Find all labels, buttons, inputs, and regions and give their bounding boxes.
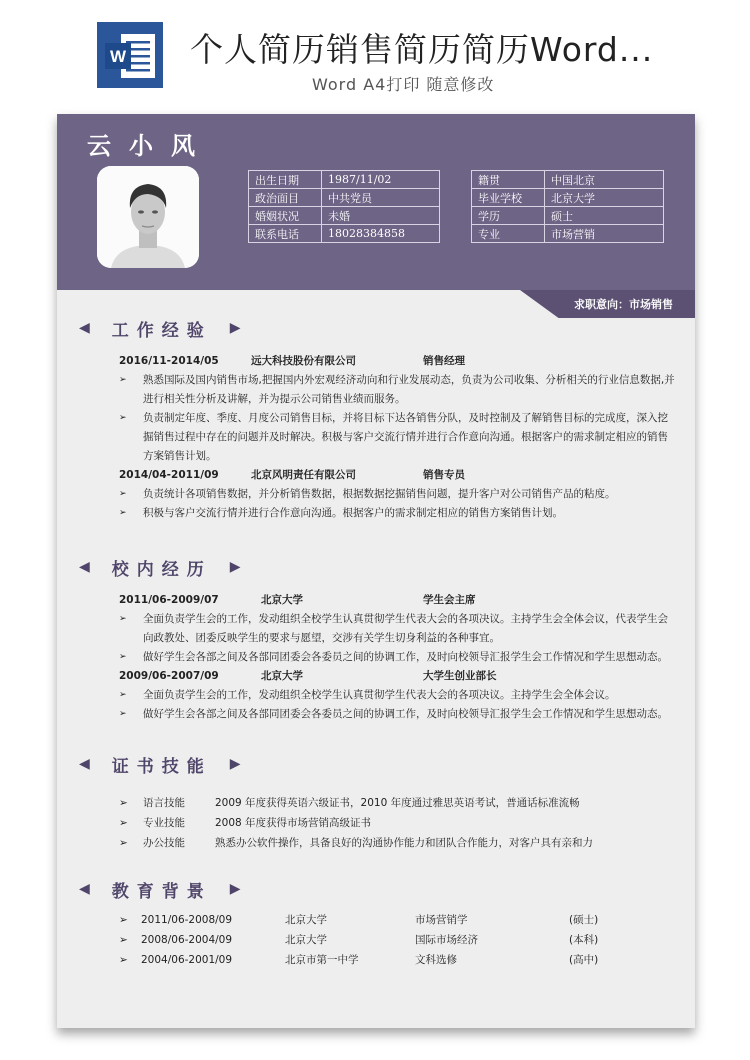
experience-header: 2011/06-2009/07 北京大学 学生会主席 xyxy=(119,594,476,606)
work-experience xyxy=(119,352,675,523)
skill-row: ➢ 专业技能 2008 年度获得市场营销高级证书 xyxy=(119,814,675,834)
triangle-right-icon: ▶ xyxy=(229,559,241,575)
experience-item: ➢ 做好学生会各部之间及各部同团委会各委员之间的协调工作，及时向校领导汇报学生会工作情况和学生思想动态。 xyxy=(119,648,675,667)
experience-item: ➢ 熟悉国际及国内销售市场,把握国内外宏观经济动向和行业发展动态，负责为公司收集、分析相关的行业信息数据,并进行相关性分析及讲解，并为提示公司销售业绩而服务。 xyxy=(119,371,675,409)
document-subtitle: Word A4打印 随意修改 xyxy=(312,75,495,94)
job-intent: 求职意向：市场销售 xyxy=(574,298,673,311)
section-title-skills: ◀ 证书技能 ▶ xyxy=(79,756,241,777)
info-value: 中国北京 xyxy=(545,171,664,189)
experience-item: ➢ 全面负责学生会的工作，发动组织全校学生认真贯彻学生代表大会的各项决议。主持学生会全体会议，代表学生会向政教处、团委反映学生的要求与愿望，交涉有关学生切身利益的各种事宜。 xyxy=(119,610,675,648)
word-document-icon xyxy=(97,22,163,88)
info-value: 中共党员 xyxy=(322,189,440,207)
triangle-left-icon: ◀ xyxy=(79,756,90,772)
skill-row: ➢ 语言技能 2009 年度获得英语六级证书，2010 年度通过雅思英语考试，普通话标准流畅 xyxy=(119,794,675,814)
bullet-arrow-icon: ➢ xyxy=(119,934,128,946)
bullet-arrow-icon: ➢ xyxy=(119,690,127,700)
bullet-arrow-icon: ➢ xyxy=(119,954,128,966)
personal-info-table-right xyxy=(471,170,664,243)
triangle-left-icon: ◀ xyxy=(79,881,90,897)
triangle-left-icon: ◀ xyxy=(79,320,90,336)
info-value: 1987/11/02 xyxy=(322,171,440,189)
bullet-arrow-icon: ➢ xyxy=(119,375,127,385)
section-title-campus: ◀ 校内经历 ▶ xyxy=(79,559,241,580)
bullet-arrow-icon: ➢ xyxy=(119,652,127,662)
info-label: 联系电话 xyxy=(249,225,322,243)
experience-item: ➢ 积极与客户交流行情并进行合作意向沟通。根据客户的需求制定相应的销售方案销售计划。 xyxy=(119,504,675,523)
bullet-arrow-icon: ➢ xyxy=(119,709,127,719)
experience-header: 2009/06-2007/09 北京大学 大学生创业部长 xyxy=(119,670,497,682)
info-label: 出生日期 xyxy=(249,171,322,189)
triangle-right-icon: ▶ xyxy=(229,320,241,336)
education-row: ➢ 2004/06-2001/09 北京市第一中学 文科选修 (高中) xyxy=(119,951,675,971)
experience-item: ➢ 全面负责学生会的工作，发动组织全校学生认真贯彻学生代表大会的各项决议。主持学生会全体会议。 xyxy=(119,686,675,705)
info-value: 北京大学 xyxy=(545,189,664,207)
profile-photo xyxy=(97,166,199,268)
info-label: 学历 xyxy=(472,207,545,225)
education-row: ➢ 2011/06-2008/09 北京大学 市场营销学 (硕士) xyxy=(119,911,675,931)
experience-item: ➢ 负责制定年度、季度、月度公司销售目标，并将目标下达各销售分队，及时控制及了解销售目标的完成度，深入挖掘销售过程中存在的问题并及时解决。积极与客户交流行情并进行合作意向沟通。根据客户的需求制定相应的销售方案销售计划。 xyxy=(119,409,675,466)
bullet-arrow-icon: ➢ xyxy=(119,614,127,624)
bullet-arrow-icon: ➢ xyxy=(119,914,128,926)
skill-row: ➢ 办公技能 熟悉办公软件操作，具备良好的沟通协作能力和团队合作能力，对客户具有亲和力 xyxy=(119,834,675,854)
svg-text:W: W xyxy=(109,47,127,66)
triangle-left-icon: ◀ xyxy=(79,559,90,575)
section-title-work: ◀ 工作经验 ▶ xyxy=(79,320,241,341)
education-list xyxy=(119,911,675,971)
info-value: 硕士 xyxy=(545,207,664,225)
document-title: 个人简历销售简历简历Word... xyxy=(190,30,654,69)
personal-info-table-left xyxy=(248,170,440,243)
info-value: 18028384858 xyxy=(322,225,440,243)
triangle-right-icon: ▶ xyxy=(229,756,241,772)
resume-page xyxy=(57,114,695,1028)
campus-experience xyxy=(119,591,675,724)
bullet-arrow-icon: ➢ xyxy=(119,797,128,809)
resume-header xyxy=(57,114,695,290)
triangle-right-icon: ▶ xyxy=(229,881,241,897)
info-label: 政治面目 xyxy=(249,189,322,207)
bullet-arrow-icon: ➢ xyxy=(119,508,127,518)
info-value: 市场营销 xyxy=(545,225,664,243)
section-title-education: ◀ 教育背景 ▶ xyxy=(79,881,241,902)
info-label: 毕业学校 xyxy=(472,189,545,207)
experience-item: ➢ 负责统计各项销售数据，并分析销售数据，根据数据挖掘销售问题，提升客户对公司销售产品的粘度。 xyxy=(119,485,675,504)
info-label: 专业 xyxy=(472,225,545,243)
experience-item: ➢ 做好学生会各部之间及各部同团委会各委员之间的协调工作，及时向校领导汇报学生会工作情况和学生思想动态。 xyxy=(119,705,675,724)
applicant-name: 云小风 xyxy=(87,132,213,160)
info-label: 籍贯 xyxy=(472,171,545,189)
bullet-arrow-icon: ➢ xyxy=(119,489,127,499)
bullet-arrow-icon: ➢ xyxy=(119,817,128,829)
info-label: 婚姻状况 xyxy=(249,207,322,225)
skills-list xyxy=(119,794,675,854)
experience-header: 2014/04-2011/09 北京风明责任有限公司 销售专员 xyxy=(119,469,465,481)
bullet-arrow-icon: ➢ xyxy=(119,413,127,423)
bullet-arrow-icon: ➢ xyxy=(119,837,128,849)
info-value: 未婚 xyxy=(322,207,440,225)
experience-header: 2016/11-2014/05 远大科技股份有限公司 销售经理 xyxy=(119,355,465,367)
education-row: ➢ 2008/06-2004/09 北京大学 国际市场经济 (本科) xyxy=(119,931,675,951)
